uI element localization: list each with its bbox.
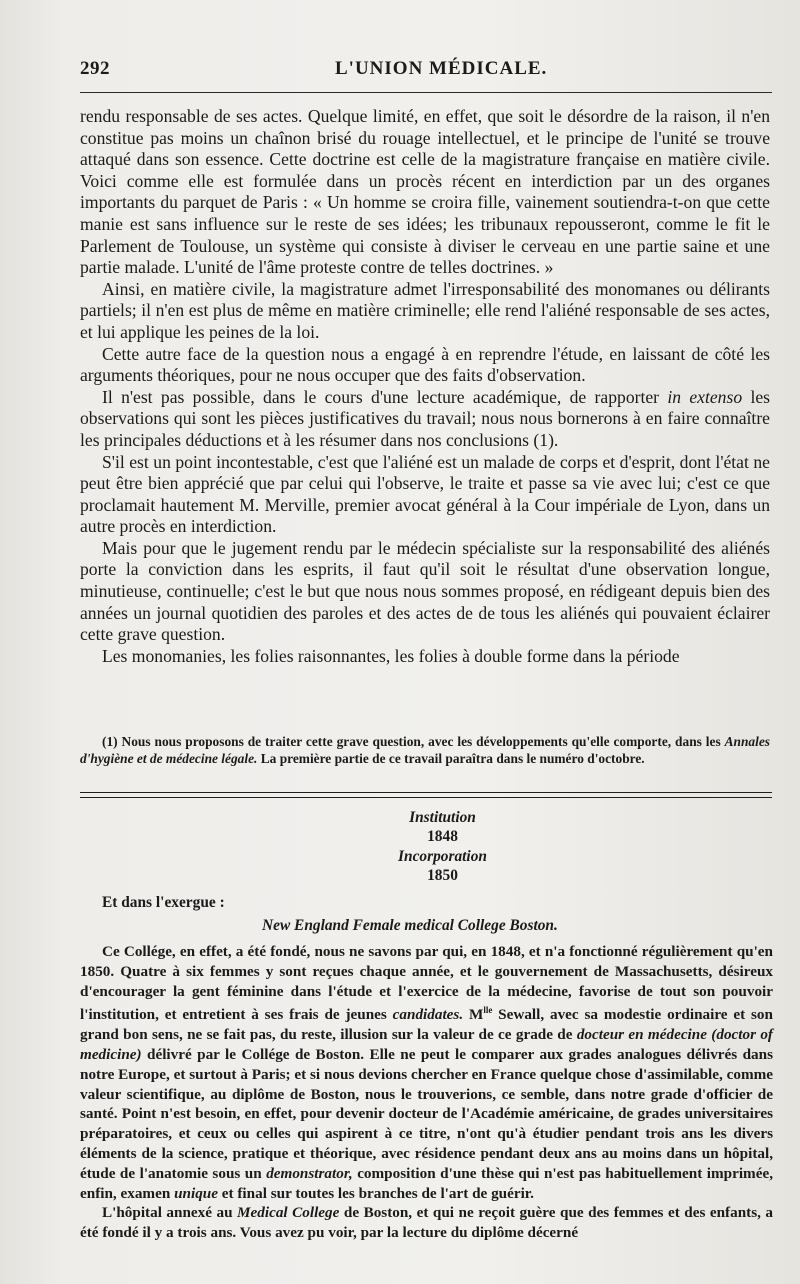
article-body [80, 106, 770, 667]
italic-phrase: in extenso [667, 386, 743, 407]
text-run: Sewall, avec sa modestie ordinaire et son grand bon sens, ne se fait pas, du reste, illusion sur la valeur de ce grade de [80, 1006, 773, 1044]
superscript: lle [483, 1005, 493, 1016]
paragraph: Les monomanies, les folies raisonnantes, les folies à double forme dans la période [102, 645, 680, 666]
text-run: La première partie de ce travail paraîtra dans le numéro d'octobre. [257, 750, 645, 766]
page-number: 292 [80, 58, 110, 79]
text-run: (1) Nous nous proposons de traiter cette grave question, avec les développements qu'elle comporte, dans les [102, 734, 725, 749]
paragraph [80, 942, 773, 1203]
inscription-line: 1848 [427, 828, 458, 846]
page-header [80, 58, 770, 86]
running-title: L'UNION MÉDICALE. [335, 58, 548, 79]
italic-phrase: docteur en médecine (doctor of medicine) [80, 1026, 773, 1063]
paragraph: Mais pour que le jugement rendu par le médecin spécialiste sur la responsabilité des aliénés porte la conviction dans les esprits, il faut qu'il soit le résultat d'une observation longue, minutieuse, continuelle; c'est le but que nous nous sommes proposé, en rédigeant depuis bien des années un journal quotidien des paroles et des actes de de tous les aliénés qui pouvaient éclairer cette grave question. [80, 537, 770, 645]
text-run: délivré par le Collége de Boston. Elle ne peut le comparer aux grades analogues délivrés dans notre Europe, et surtout à Paris; et si nous devions chercher en France quelque chose d'assimilable, comme valeur scientifique, au diplôme de Boston, nous le trouverions, ce semble, dans notre grade d'officier de santé. Point n'est besoin, en effet, pour devenir docteur de l'Académie américaine, de grades universitaires préparatoires, et ceux ou celles qui aspirent à ce titre, n'ont qu'à étudier pendant trois ans les divers éléments de la science, pratique et théorique, avec résidence pendant deux ans au moins dans un hôpital, étude de l'anatomie sous un [80, 1045, 773, 1182]
exergue-label: Et dans l'exergue : [102, 894, 225, 911]
text-run: Il n'est pas possible, dans le cours d'une lecture académique, de rapporter [102, 386, 668, 407]
paragraph: rendu responsable de ses actes. Quelque limité, en effet, que soit le désordre de la raison, il n'en constitue pas moins un chaînon brisé du rouage intellectuel, et le principe de l'unité se trouve attaqué dans son essence. Cette doctrine est celle de la magistrature française en matière civile. Voici comme elle est formulée dans un procès récent en interdiction par un des organes importants du parquet de Paris : « Un homme se croira fille, vainement soutiendra-t-on que cette manie est sans influence sur le reste de ses idées; les tribunaux repousseront, comme le fit le Parlement de Toulouse, un système qui consiste à diviser le cerveau en une partie saine et une partie malade. L'unité de l'âme proteste contre de telles doctrines. » [80, 106, 770, 278]
header-rule [80, 92, 772, 93]
text-run: de Boston, et qui ne reçoit guère que des femmes et des enfants, a été fondé il y a trois ans. Vous avez pu voir, par la lecture du diplôme décerné [80, 1204, 774, 1242]
italic-phrase: demonstrator, [266, 1164, 353, 1182]
diploma-inscription [80, 808, 770, 886]
italic-phrase: Annales d'hygiène et de médecine légale. [80, 734, 770, 766]
footnote-text [80, 734, 770, 767]
paragraph: Ainsi, en matière civile, la magistrature admet l'irresponsabilité des monomanes ou délirants partiels; il n'en est plus de même en matière criminelle; elle rend l'aliéné responsable de ses actes, et lui applique les peines de la loi. [80, 278, 770, 342]
text-run: les observations qui sont les pièces justificatives du travail; nous nous bornerons à en faire connaître les principales déductions et à les résumer dans nos conclusions (1). [80, 386, 770, 450]
paragraph: Cette autre face de la question nous a engagé à en reprendre l'étude, en laissant de côté les arguments théoriques, pour ne nous occuper que des faits d'observation. [80, 343, 770, 386]
footnote [80, 734, 770, 767]
exergue-motto: New England Female medical College Boston. [262, 917, 558, 934]
inscription-line: 1850 [427, 867, 458, 885]
italic-phrase: Medical College [237, 1204, 340, 1222]
inscription-line: Incorporation [398, 847, 487, 865]
section-divider [80, 792, 772, 798]
paragraph [80, 387, 770, 452]
inscription-line: Institution [409, 809, 476, 826]
continuation-text [80, 942, 773, 1243]
paragraph: S'il est un point incontestable, c'est que l'aliéné est un malade de corps et d'esprit, dont l'état ne peut être bien apprécié que par celui qui l'observe, le traite et passe sa vie avec lui; c'est ce que proclamait hautement M. Merville, premier avocat général à la Cour impériale de Lyon, dans un autre procès en interdiction. [80, 451, 770, 537]
text-run: Ce Collége, en effet, a été fondé, nous ne savons par qui, en 1848, et n'a fonctionné régulièrement qu'en 1850. Quatre à six femmes y sont reçues chaque année, et le gouvernement de Massachusetts, désireux d'encourager la gent féminine dans l'étude et l'exercice de la médecine, favorise de tout son pouvoir l'institution, et entretient à ses frais de jeunes [80, 943, 773, 1024]
text-run: M [463, 1006, 484, 1024]
text-run: composition d'une thèse qui n'est pas habituellement imprimée, enfin, examen [80, 1164, 773, 1202]
text-run: L'hôpital annexé au [102, 1204, 238, 1222]
text-run: et final sur toutes les branches de l'art de guérir. [217, 1184, 534, 1202]
italic-phrase: unique [174, 1184, 218, 1202]
italic-phrase: candidates. [392, 1006, 464, 1024]
paragraph [80, 1203, 773, 1243]
